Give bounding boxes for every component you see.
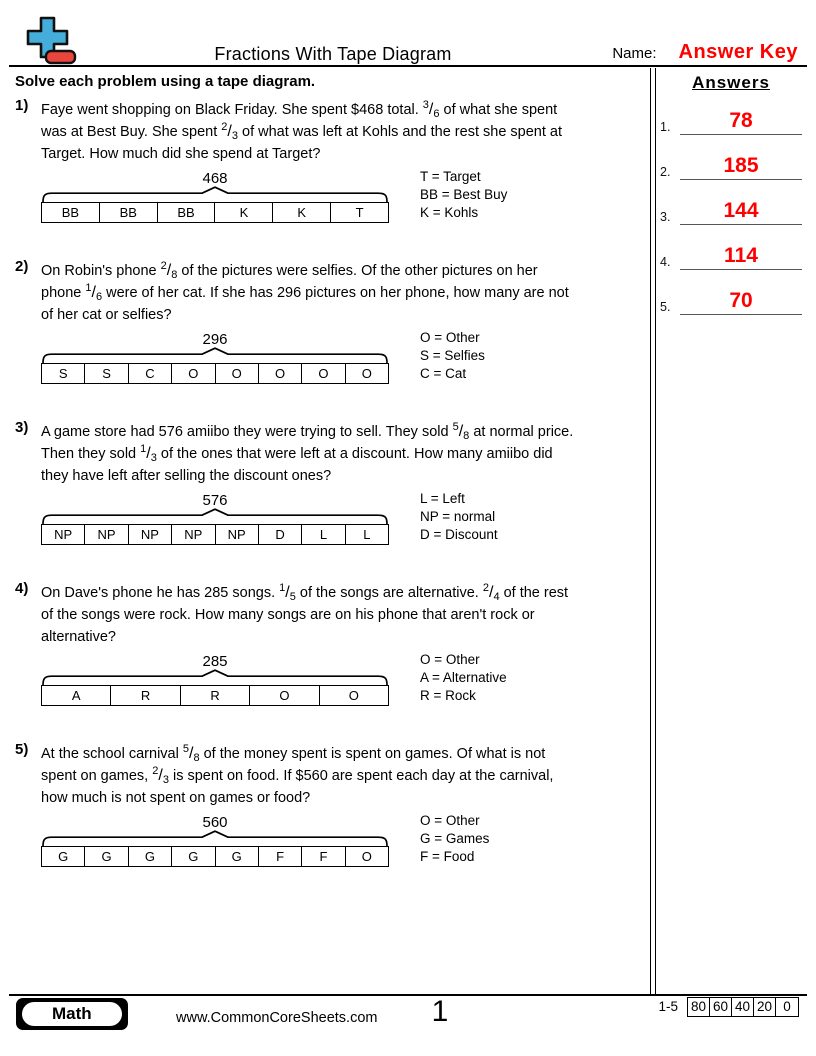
legend-line: F = Food	[420, 849, 475, 864]
legend-line: S = Selfies	[420, 348, 485, 363]
problem	[15, 260, 650, 384]
text-line: A game store had 576 amiibo they were trying to sell. They sold $^5/_8$ at normal price.	[41, 420, 574, 443]
problem	[15, 421, 650, 545]
answer-row	[660, 90, 802, 135]
problem	[15, 582, 650, 706]
problem-text	[41, 743, 650, 809]
problem-text	[41, 260, 650, 326]
text-line: On Dave's phone he has 285 songs. $^1/_5$ of the songs are alternative. $^2/_4$ of the rest	[41, 581, 569, 604]
text-line: Target. How much did she spend at Target?	[41, 146, 321, 162]
text-line: how much is not spent on games or food?	[41, 790, 311, 806]
legend-line: T = Target	[420, 169, 481, 184]
score-boxes	[687, 997, 799, 1017]
tape	[41, 814, 389, 867]
tape-cell: O	[259, 364, 302, 383]
tape-cell: BB	[158, 203, 216, 222]
legend-line: R = Rock	[420, 688, 476, 703]
tape-cell: BB	[42, 203, 100, 222]
tape-cells	[41, 685, 389, 706]
header-rule	[9, 65, 807, 67]
answer-value: 185	[723, 154, 759, 177]
tape-cell: G	[42, 847, 85, 866]
tape-cells	[41, 846, 389, 867]
tape-cells	[41, 202, 389, 223]
tape-cell: O	[361, 366, 372, 381]
tape-legend	[420, 329, 485, 384]
legend-line: C = Cat	[420, 366, 467, 381]
tape-cell: NP	[129, 525, 172, 544]
tape-cell: BB	[100, 203, 158, 222]
score-cell: 60	[710, 998, 732, 1016]
header	[0, 0, 816, 68]
score-cell: 40	[732, 998, 754, 1016]
answer-value: 70	[729, 289, 753, 312]
answer-blank	[680, 155, 802, 180]
tape-cells	[41, 363, 389, 384]
answer-blank	[680, 110, 802, 135]
problem-body	[41, 99, 650, 223]
tape-cell: T	[355, 205, 364, 220]
answers-heading: Answers	[692, 73, 770, 92]
tape-cell: L	[302, 525, 345, 544]
score-table	[658, 997, 799, 1017]
tape-diagram	[41, 812, 650, 867]
tape-cell: NP	[42, 525, 85, 544]
answer-row	[660, 135, 802, 180]
problem-number: 3)	[15, 419, 29, 436]
tape-cell: O	[302, 364, 345, 383]
page-number: 1	[431, 995, 449, 1028]
problem-body	[41, 421, 650, 545]
plus-minus-logo-icon	[20, 15, 78, 67]
tape-diagram	[41, 168, 650, 223]
answer-value: 114	[724, 244, 758, 267]
legend-line: O = Other	[420, 330, 480, 345]
tape-cell: NP	[85, 525, 128, 544]
tape-cells	[41, 524, 389, 545]
text-line: Faye went shopping on Black Friday. She spent $468 total. $^3/_6$ of what she spent	[41, 98, 558, 121]
text-line: they have left after selling the discount ones?	[41, 468, 332, 484]
website-text: www.CommonCoreSheets.com	[176, 1010, 378, 1026]
tape-total: 576	[202, 492, 228, 509]
tape-legend	[420, 651, 507, 706]
problem-text	[41, 421, 650, 487]
problem-body	[41, 582, 650, 706]
content-area	[0, 68, 816, 994]
brace-icon	[41, 669, 389, 685]
fraction: $^2/_3$	[152, 764, 169, 787]
problem-number: 5)	[15, 741, 29, 758]
tape-cell: O	[361, 849, 372, 864]
answers-list	[660, 90, 802, 315]
fraction: $^1/_3$	[140, 442, 157, 465]
tape	[41, 170, 389, 223]
legend-line: L = Left	[420, 491, 465, 506]
tape-total: 560	[202, 814, 228, 831]
instruction-text: Solve each problem using a tape diagram.	[15, 73, 316, 90]
text-line: Then they sold $^1/_3$ of the ones that were left at a discount. How many amiibo did	[41, 442, 553, 465]
tape-legend	[420, 812, 489, 867]
fraction: $^2/_3$	[221, 120, 238, 143]
problem-number: 2)	[15, 258, 29, 275]
answer-key-label: Answer Key	[678, 41, 798, 63]
answer-blank	[680, 290, 802, 315]
name-area	[612, 41, 798, 64]
legend-line: O = Other	[420, 652, 480, 667]
tape-cell: D	[259, 525, 302, 544]
legend-line: D = Discount	[420, 527, 498, 542]
text-line: On Robin's phone $^2/_8$ of the pictures were selfies. Of the other pictures on her	[41, 259, 538, 282]
tape-cell: F	[302, 847, 345, 866]
tape-cell: R	[111, 686, 180, 705]
tape-cell: O	[250, 686, 319, 705]
tape-cell: R	[181, 686, 250, 705]
answers-panel	[656, 68, 816, 994]
tape-cell: L	[363, 527, 371, 542]
fraction: $^5/_8$	[452, 420, 470, 443]
tape-total: 296	[202, 331, 228, 348]
answer-number: 1.	[660, 120, 671, 134]
text-line: At the school carnival $^5/_8$ of the money spent is spent on games. Of what is not	[41, 742, 546, 765]
tape-cell: K	[215, 203, 273, 222]
problem-body	[41, 260, 650, 384]
page-title: Fractions With Tape Diagram	[214, 44, 452, 64]
text-line: phone $^1/_6$ were of her cat. If she has 296 pictures on her phone, how many are not	[41, 281, 569, 304]
score-cell: 80	[688, 998, 710, 1016]
legend-line: O = Other	[420, 813, 480, 828]
tape-cell: G	[216, 847, 259, 866]
score-cell: 20	[754, 998, 776, 1016]
tape	[41, 331, 389, 384]
answer-number: 5.	[660, 300, 671, 314]
legend-line: BB = Best Buy	[420, 187, 508, 202]
tape-cell: O	[172, 364, 215, 383]
brace-icon	[41, 186, 389, 202]
text-line: spent on games, $^2/_3$ is spent on food. If $560 are spent each day at the carnival,	[41, 764, 554, 787]
tape-cell: C	[129, 364, 172, 383]
fraction: $^2/_4$	[482, 581, 500, 604]
problem-number: 1)	[15, 97, 29, 114]
text-line: of the songs were rock. How many songs are on his phone that aren't rock or	[41, 607, 535, 623]
tape-cell: F	[259, 847, 302, 866]
tape-diagram	[41, 329, 650, 384]
tape-legend	[420, 168, 507, 223]
footer	[0, 994, 816, 1056]
tape-cell: G	[85, 847, 128, 866]
problem	[15, 743, 650, 867]
answer-value: 78	[729, 109, 753, 132]
problem-body	[41, 743, 650, 867]
answer-value: 144	[723, 199, 759, 222]
legend-line: G = Games	[420, 831, 490, 846]
fraction: $^2/_8$	[160, 259, 178, 282]
subject-badge	[16, 998, 128, 1030]
text-line: of her cat or selfies?	[41, 307, 172, 323]
legend-line: NP = normal	[420, 509, 496, 524]
tape-cell: NP	[216, 525, 259, 544]
tape-cell: O	[348, 688, 359, 703]
text-line: alternative?	[41, 629, 116, 645]
answer-number: 2.	[660, 165, 671, 179]
tape-cell: S	[42, 364, 85, 383]
subject-label: Math	[22, 1002, 122, 1026]
brace-icon	[41, 347, 389, 363]
footer-rule	[9, 994, 807, 996]
problems-column	[0, 68, 650, 994]
problems-list	[15, 99, 650, 867]
legend-line: K = Kohls	[420, 205, 479, 220]
legend-line: A = Alternative	[420, 670, 507, 685]
answer-blank	[680, 200, 802, 225]
tape-cell: K	[273, 203, 331, 222]
text-line: was at Best Buy. She spent $^2/_3$ of what was left at Kohls and the rest she spent at	[41, 120, 563, 143]
tape-cell: S	[85, 364, 128, 383]
fraction: $^1/_6$	[85, 281, 103, 304]
tape-cell: NP	[172, 525, 215, 544]
fraction: $^1/_5$	[279, 581, 296, 604]
score-range-label: 1-5	[658, 999, 678, 1014]
tape-diagram	[41, 490, 650, 545]
tape-cell: A	[42, 686, 111, 705]
tape-cell: G	[172, 847, 215, 866]
tape	[41, 653, 389, 706]
answer-row	[660, 270, 802, 315]
fraction: $^3/_6$	[422, 98, 440, 121]
answer-row	[660, 180, 802, 225]
score-cell: 0	[783, 999, 791, 1014]
tape	[41, 492, 389, 545]
brace-icon	[41, 508, 389, 524]
name-label: Name:	[612, 45, 657, 62]
tape-total: 468	[202, 170, 228, 187]
problem-number: 4)	[15, 580, 29, 597]
answer-number: 4.	[660, 255, 671, 269]
tape-legend	[420, 490, 498, 545]
fraction: $^5/_8$	[182, 742, 200, 765]
tape-diagram	[41, 651, 650, 706]
answer-number: 3.	[660, 210, 671, 224]
answer-row	[660, 225, 802, 270]
brace-icon	[41, 830, 389, 846]
problem	[15, 99, 650, 223]
answer-blank	[680, 245, 802, 270]
tape-cell: G	[129, 847, 172, 866]
problem-text	[41, 99, 650, 165]
problem-text	[41, 582, 650, 648]
tape-total: 285	[202, 653, 228, 670]
tape-cell: O	[216, 364, 259, 383]
